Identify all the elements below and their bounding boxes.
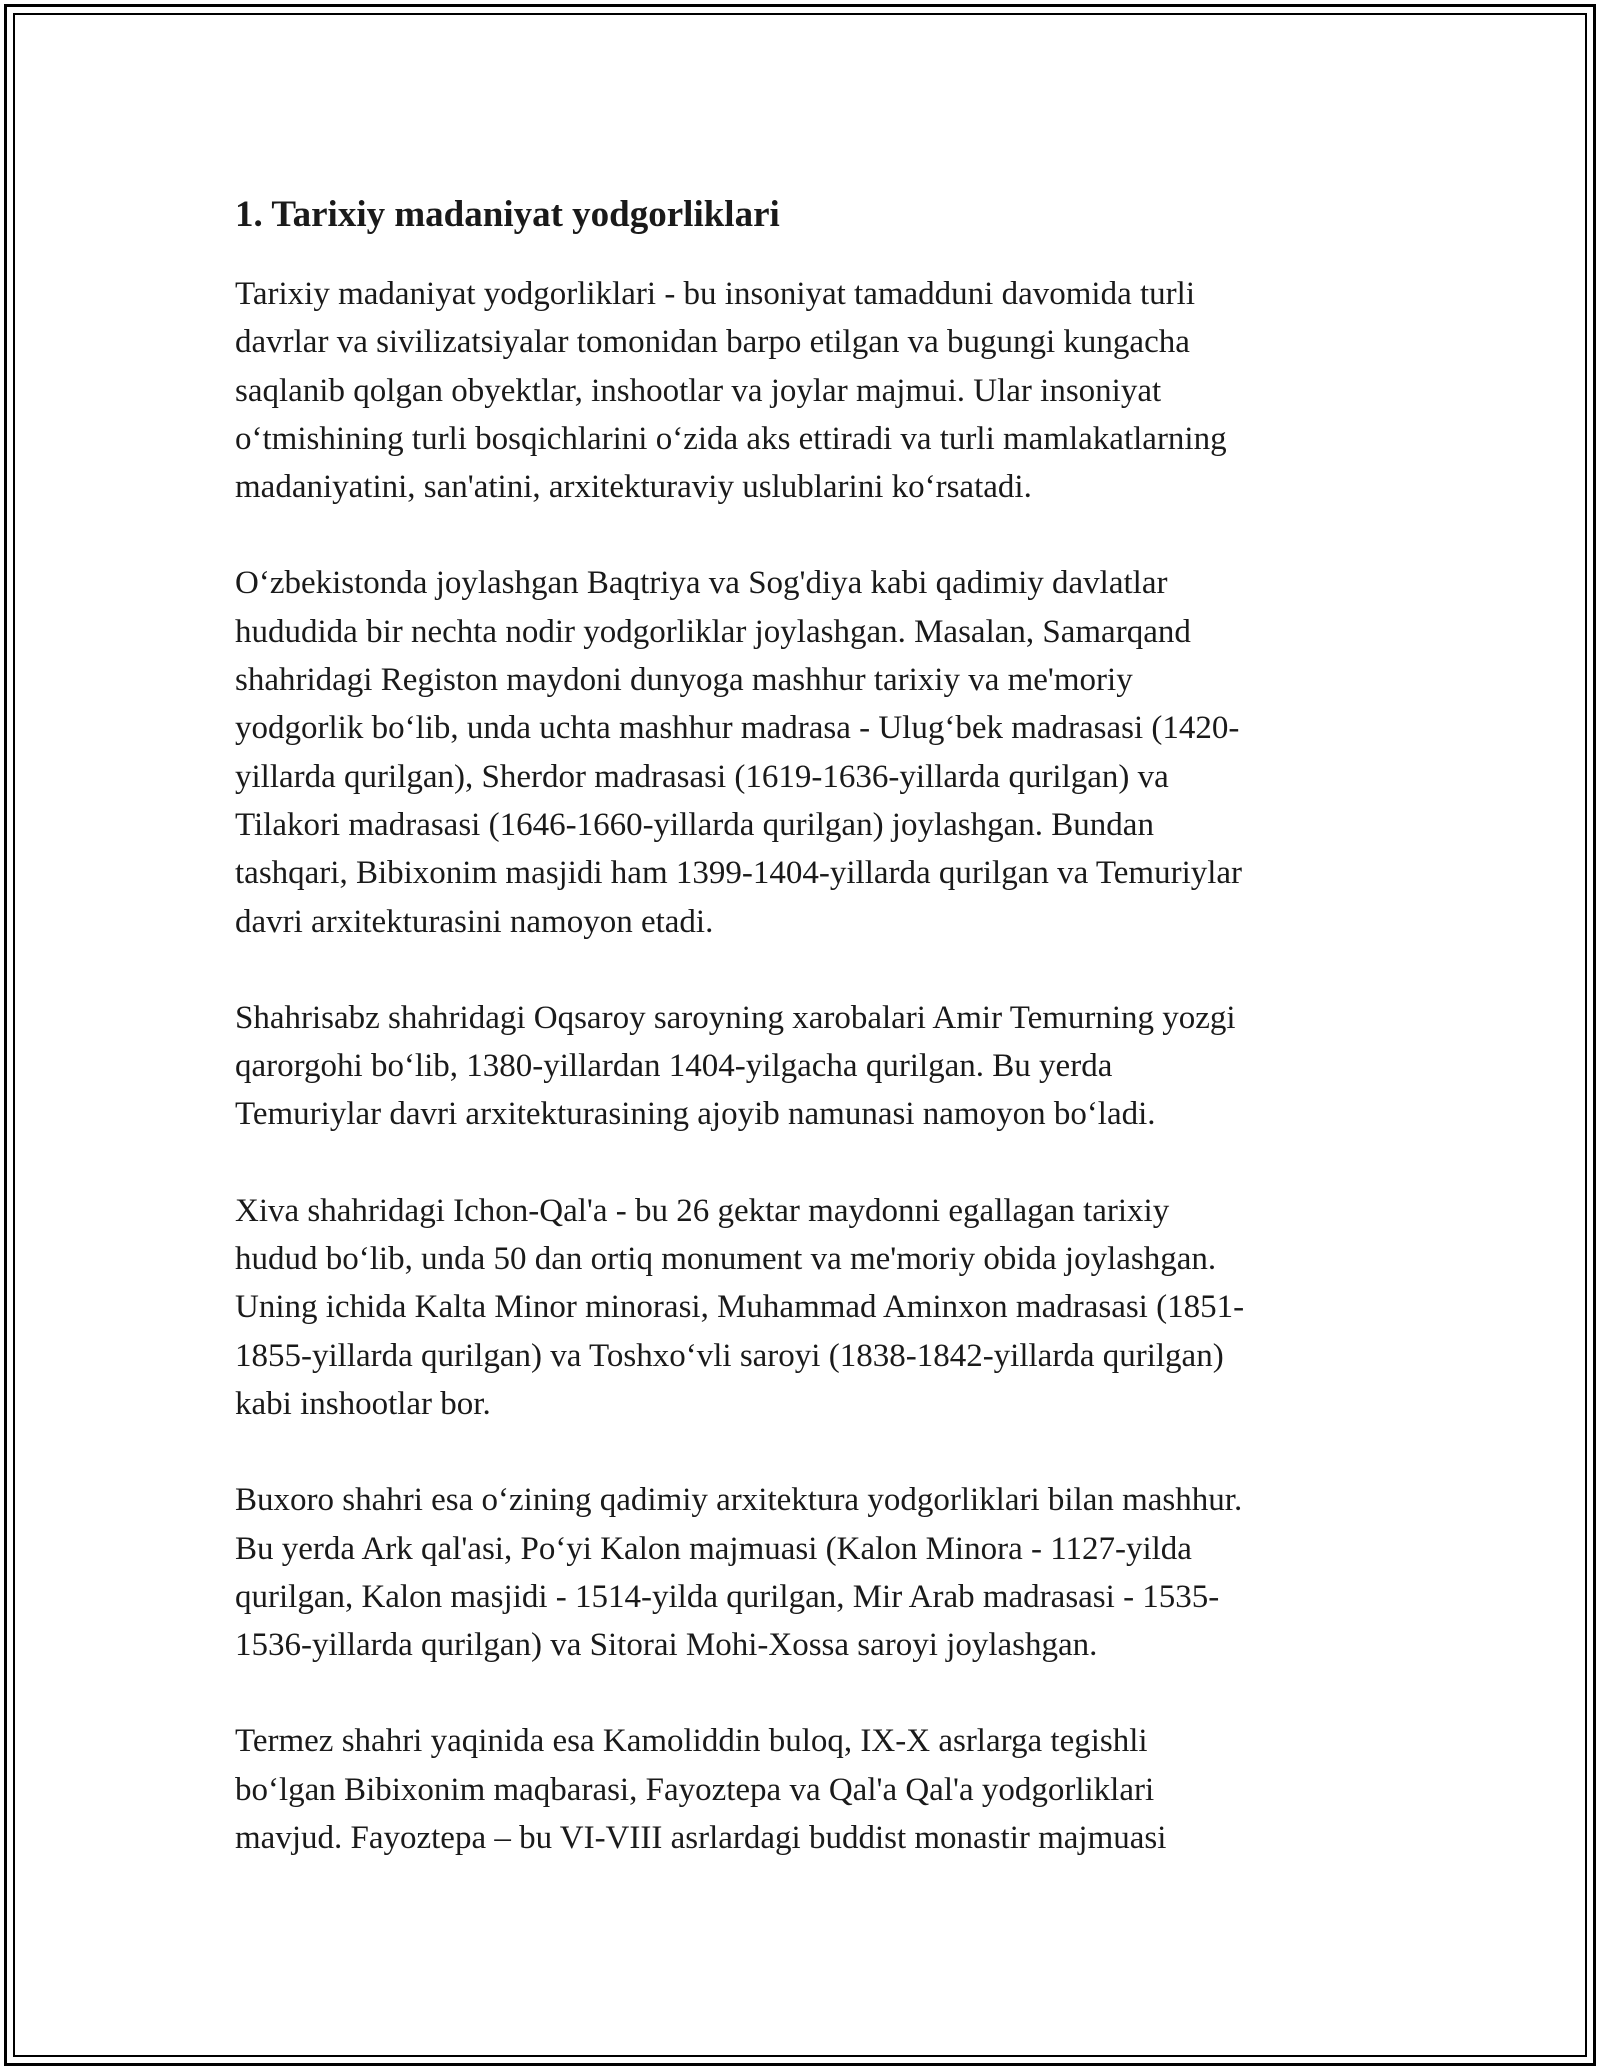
document-body: [235, 190, 1395, 1910]
paragraph-buxoro: Buxoro shahri esa o‘zining qadimiy arxitektura yodgorliklari bilan mashhur. Bu yerda Ark qal'asi, Po‘yi Kalon majmuasi (Kalon Minora - 1127-yilda qurilgan, Kalon masjidi - 1514-yilda qurilgan, Mir Arab madrasasi - 1535- 1536-yillarda qurilgan) va Sitorai Mohi-Xossa saroyi joylashgan.: [235, 1482, 1243, 1664]
paragraph-intro: Tarixiy madaniyat yodgorliklari - bu insoniyat tamadduni davomida turli davrlar va sivilizatsiyalar tomonidan barpo etilgan va bugungi kungacha saqlanib qolgan obyektlar, inshootlar va joylar majmui. Ular insoniyat o‘tmishining turli bosqichlarini o‘zida aks ettiradi va turli mamlakatlarning madaniyatini, san'atini, arxitekturaviy uslublarini ko‘rsatadi.: [235, 276, 1227, 506]
paragraph-termez: Termez shahri yaqinida esa Kamoliddin buloq, IX-X asrlarga tegishli bo‘lgan Bibixonim maqbarasi, Fayoztepa va Qal'a Qal'a yodgorliklari mavjud. Fayoztepa – bu VI-VIII asrlardagi buddist monastir majmuasi: [235, 1723, 1167, 1857]
paragraph-xiva: Xiva shahridagi Ichon-Qal'a - bu 26 gektar maydonni egallagan tarixiy hudud bo‘lib, unda 50 dan ortiq monument va me'moriy obida joylashgan. Uning ichida Kalta Minor minorasi, Muhammad Aminxon madrasasi (1851- 1855-yillarda qurilgan) va Toshxo‘vli saroyi (1838-1842-yillarda qurilgan) kabi inshootlar bor.: [235, 1192, 1245, 1422]
paragraph-shahrisabz: Shahrisabz shahridagi Oqsaroy saroyning xarobalari Amir Temurning yozgi qarorgohi bo‘lib, 1380-yillardan 1404-yilgacha qurilgan. Bu yerda Temuriylar davri arxitekturasining ajoyib namunasi namoyon bo‘ladi.: [235, 999, 1236, 1133]
section-heading: 1. Tarixiy madaniyat yodgorliklari: [235, 194, 780, 235]
paragraph-samarqand: O‘zbekistonda joylashgan Baqtriya va Sog'diya kabi qadimiy davlatlar hududida bir nechta nodir yodgorliklar joylashgan. Masalan, Samarqand shahridagi Registon maydoni dunyoga mashhur tarixiy va me'moriy yodgorlik bo‘lib, unda uchta mashhur madrasa - Ulug‘bek madrasasi (1420- yillarda qurilgan), Sherdor madrasasi (1619-1636-yillarda qurilgan) va Tilakori madrasasi (1646-1660-yillarda qurilgan) joylashgan. Bundan tashqari, Bibixonim masjidi ham 1399-1404-yillarda qurilgan va Temuriylar davri arxitekturasini namoyon etadi.: [235, 565, 1243, 940]
